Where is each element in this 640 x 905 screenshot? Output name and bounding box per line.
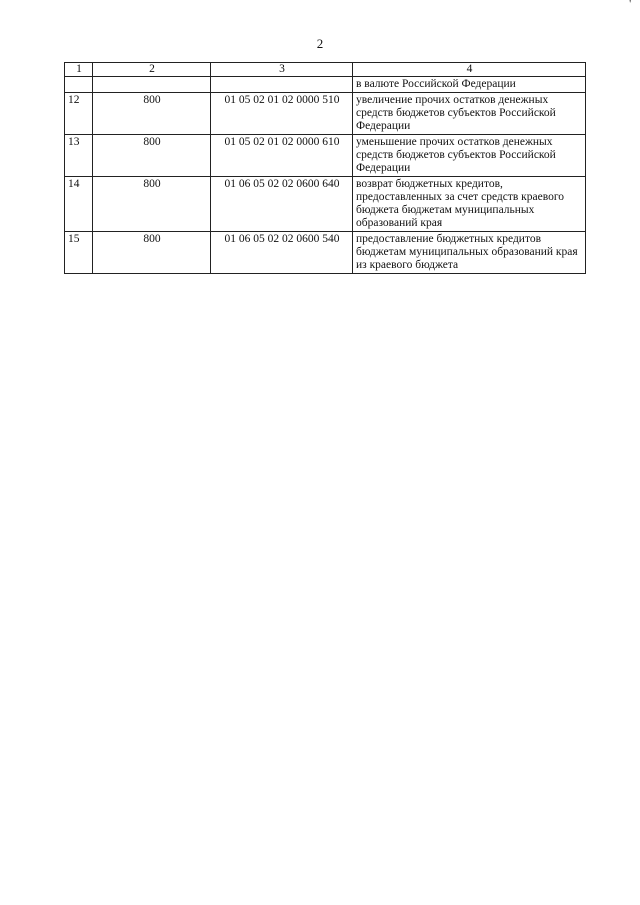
budget-table xyxy=(64,62,586,274)
table-row xyxy=(65,135,586,177)
table-row xyxy=(65,177,586,232)
admin-code-cell: 800 xyxy=(93,93,211,135)
table-row xyxy=(65,232,586,274)
table-row-continuation xyxy=(65,77,586,93)
row-number-cell xyxy=(65,77,93,93)
header-cell-4: 4 xyxy=(353,63,586,77)
source-name-cell: возврат бюджетных кредитов, предоставленных за счет средств краевого бюджета бюджетам муниципальных образований края xyxy=(353,177,586,232)
header-cell-2: 2 xyxy=(93,63,211,77)
row-number-cell: 12 xyxy=(65,93,93,135)
row-number-cell: 14 xyxy=(65,177,93,232)
header-cell-1: 1 xyxy=(65,63,93,77)
classification-code-cell xyxy=(211,77,353,93)
source-name-cell: в валюте Российской Федерации xyxy=(353,77,586,93)
table-header-row xyxy=(65,63,586,77)
admin-code-cell: 800 xyxy=(93,135,211,177)
admin-code-cell xyxy=(93,77,211,93)
source-name-cell: предоставление бюджетных кредитов бюджетам муниципальных образований края из краевого бюджета xyxy=(353,232,586,274)
header-cell-3: 3 xyxy=(211,63,353,77)
source-name-cell: уменьшение прочих остатков денежных средств бюджетов субъектов Российской Федерации xyxy=(353,135,586,177)
classification-code-cell: 01 05 02 01 02 0000 510 xyxy=(211,93,353,135)
row-number-cell: 15 xyxy=(65,232,93,274)
table-row xyxy=(65,93,586,135)
admin-code-cell: 800 xyxy=(93,177,211,232)
classification-code-cell: 01 05 02 01 02 0000 610 xyxy=(211,135,353,177)
corner-mark: ' xyxy=(629,0,631,10)
classification-code-cell: 01 06 05 02 02 0600 540 xyxy=(211,232,353,274)
page-number: 2 xyxy=(316,36,324,51)
classification-code-cell: 01 06 05 02 02 0600 640 xyxy=(211,177,353,232)
admin-code-cell: 800 xyxy=(93,232,211,274)
source-name-cell: увеличение прочих остатков денежных средств бюджетов субъектов Российской Федерации xyxy=(353,93,586,135)
row-number-cell: 13 xyxy=(65,135,93,177)
